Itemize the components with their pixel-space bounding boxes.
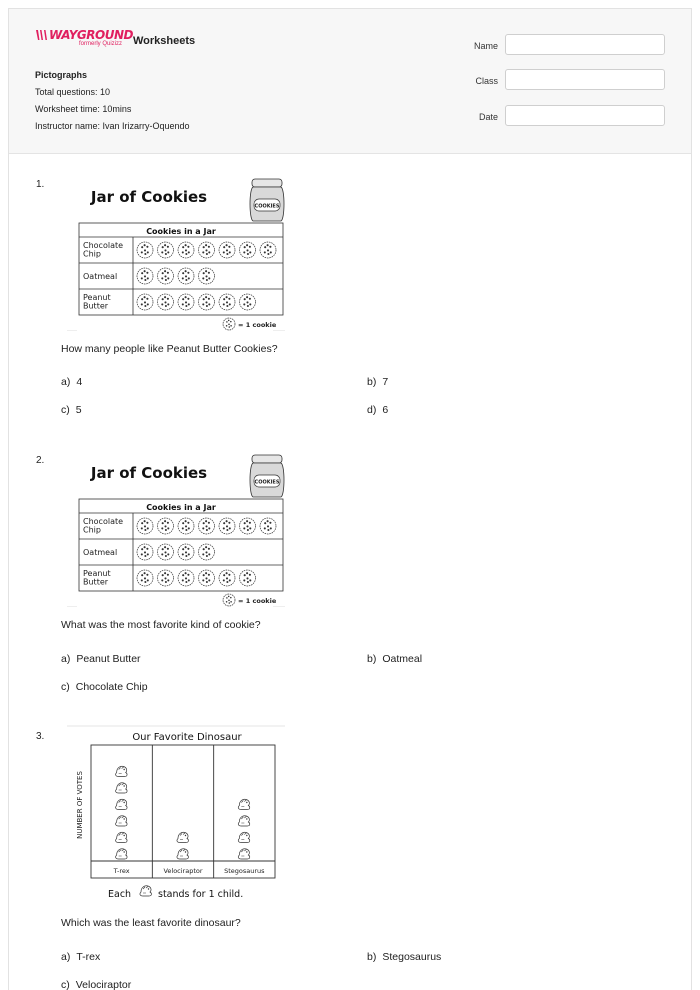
- row-label: Chip: [83, 249, 101, 259]
- key-suffix: stands for 1 child.: [158, 889, 244, 900]
- cookie-icon: [137, 268, 153, 284]
- brand-logo: [35, 28, 135, 47]
- cookie-icon: [223, 318, 235, 330]
- option-c[interactable]: [61, 979, 131, 990]
- cookie-pictograph: [63, 171, 285, 331]
- question-text: What was the most favorite kind of cookie?: [61, 619, 261, 631]
- option-text: Peanut Butter: [76, 653, 141, 665]
- option-a[interactable]: [61, 376, 82, 388]
- cookie-icon: [178, 518, 194, 534]
- dinosaur-pictograph: [63, 723, 287, 901]
- option-letter: c): [61, 404, 70, 416]
- cookie-icon: [240, 570, 256, 586]
- cookie-icon: [260, 242, 276, 258]
- figure-title: Jar of Cookies: [90, 188, 208, 206]
- option-text: Stegosaurus: [382, 951, 442, 963]
- figure-title: Jar of Cookies: [90, 464, 208, 482]
- cookie-icon: [199, 242, 215, 258]
- cookie-icon: [240, 242, 256, 258]
- column-label: Stegosaurus: [224, 867, 265, 875]
- question-text: Which was the least favorite dinosaur?: [61, 917, 241, 929]
- worksheet-header: [9, 9, 691, 154]
- total-questions: Total questions: 10: [35, 87, 111, 97]
- cookie-icon: [137, 544, 153, 560]
- row-label: Oatmeal: [83, 272, 118, 281]
- option-b[interactable]: [367, 376, 388, 388]
- option-b[interactable]: [367, 951, 441, 963]
- question-number: 3.: [36, 731, 45, 742]
- class-label: Class: [475, 76, 498, 86]
- brand-subtitle: formerly Quizizz: [79, 41, 123, 47]
- worksheet-topic: Pictographs: [35, 70, 88, 80]
- question-text: How many people like Peanut Butter Cookies?: [61, 343, 278, 355]
- table-title: Cookies in a Jar: [146, 227, 216, 236]
- cookie-icon: [219, 570, 235, 586]
- cookie-icon: [199, 570, 215, 586]
- cookie-icon: [240, 518, 256, 534]
- cookie-icon: [219, 518, 235, 534]
- option-text: 7: [382, 376, 389, 388]
- figure-title: Our Favorite Dinosaur: [132, 732, 242, 743]
- cookie-icon: [219, 294, 235, 310]
- brand-mark-icon: [35, 30, 47, 40]
- cookie-jar-icon: [250, 179, 284, 221]
- option-text: T-rex: [76, 951, 101, 963]
- cookie-icon: [260, 518, 276, 534]
- row-label: Peanut: [83, 293, 111, 302]
- worksheet-time: Worksheet time: 10mins: [35, 104, 132, 114]
- option-a[interactable]: [61, 653, 141, 665]
- row-label: Peanut: [83, 569, 111, 578]
- option-letter: d): [367, 404, 377, 416]
- cookie-icon: [199, 544, 215, 560]
- row-label: Oatmeal: [83, 548, 118, 557]
- brand-name: WAYGROUND: [49, 28, 133, 42]
- y-axis-label: NUMBER OF VOTES: [76, 771, 84, 839]
- dinosaur-icon: [140, 886, 151, 896]
- cookie-icon: [137, 294, 153, 310]
- option-text: 4: [76, 376, 83, 388]
- option-letter: c): [61, 681, 70, 693]
- row-label: Chocolate: [83, 241, 124, 250]
- option-d[interactable]: [367, 404, 388, 416]
- name-field[interactable]: [505, 34, 665, 55]
- cookie-icon: [178, 242, 194, 258]
- row-label: Chocolate: [83, 517, 124, 526]
- option-text: Oatmeal: [382, 653, 423, 665]
- instructor-name: Instructor name: Ivan Irizarry-Oquendo: [35, 121, 190, 131]
- cookie-icon: [240, 294, 256, 310]
- cookie-icon: [158, 544, 174, 560]
- option-text: Chocolate Chip: [75, 681, 148, 693]
- product-name: Worksheets: [133, 35, 196, 47]
- cookie-icon: [199, 294, 215, 310]
- option-c[interactable]: [61, 404, 82, 416]
- option-b[interactable]: [367, 653, 422, 665]
- cookie-icon: [199, 268, 215, 284]
- column-label: T-rex: [113, 867, 130, 875]
- cookie-icon: [178, 570, 194, 586]
- jar-label: COOKIES: [254, 203, 280, 210]
- jar-label: COOKIES: [254, 479, 280, 486]
- option-letter: c): [61, 979, 70, 990]
- class-field[interactable]: [505, 69, 665, 90]
- key-label: = 1 cookie: [238, 597, 277, 605]
- cookie-icon: [178, 294, 194, 310]
- worksheet-meta: [35, 67, 190, 135]
- key-prefix: Each: [108, 889, 132, 900]
- option-letter: a): [61, 376, 71, 388]
- cookie-icon: [178, 544, 194, 560]
- row-label: Butter: [83, 301, 109, 311]
- option-letter: b): [367, 951, 377, 963]
- cookie-icon: [158, 242, 174, 258]
- date-field[interactable]: [505, 105, 665, 126]
- option-c[interactable]: [61, 681, 148, 693]
- question-number: 2.: [36, 455, 45, 466]
- cookie-icon: [158, 268, 174, 284]
- cookie-icon: [158, 518, 174, 534]
- question-number: 1.: [36, 179, 45, 190]
- cookie-icon: [137, 242, 153, 258]
- option-letter: b): [367, 376, 377, 388]
- date-label: Date: [478, 112, 498, 122]
- cookie-icon: [158, 570, 174, 586]
- cookie-icon: [223, 594, 235, 606]
- cookie-pictograph: [63, 447, 285, 607]
- cookie-icon: [178, 268, 194, 284]
- name-label: Name: [473, 41, 498, 51]
- row-label: Butter: [83, 577, 109, 587]
- cookie-icon: [219, 242, 235, 258]
- worksheet: [8, 8, 692, 990]
- option-letter: a): [61, 951, 71, 963]
- option-letter: b): [367, 653, 377, 665]
- key-label: = 1 cookie: [238, 321, 277, 329]
- option-letter: a): [61, 653, 71, 665]
- option-text: Velociraptor: [75, 979, 132, 990]
- option-text: 6: [382, 404, 389, 416]
- table-title: Cookies in a Jar: [146, 503, 216, 512]
- option-a[interactable]: [61, 951, 100, 963]
- column-label: Velociraptor: [163, 867, 203, 875]
- cookie-icon: [158, 294, 174, 310]
- cookie-jar-icon: [250, 455, 284, 497]
- row-label: Chip: [83, 525, 101, 535]
- cookie-icon: [137, 518, 153, 534]
- cookie-icon: [199, 518, 215, 534]
- cookie-icon: [137, 570, 153, 586]
- option-text: 5: [75, 404, 82, 416]
